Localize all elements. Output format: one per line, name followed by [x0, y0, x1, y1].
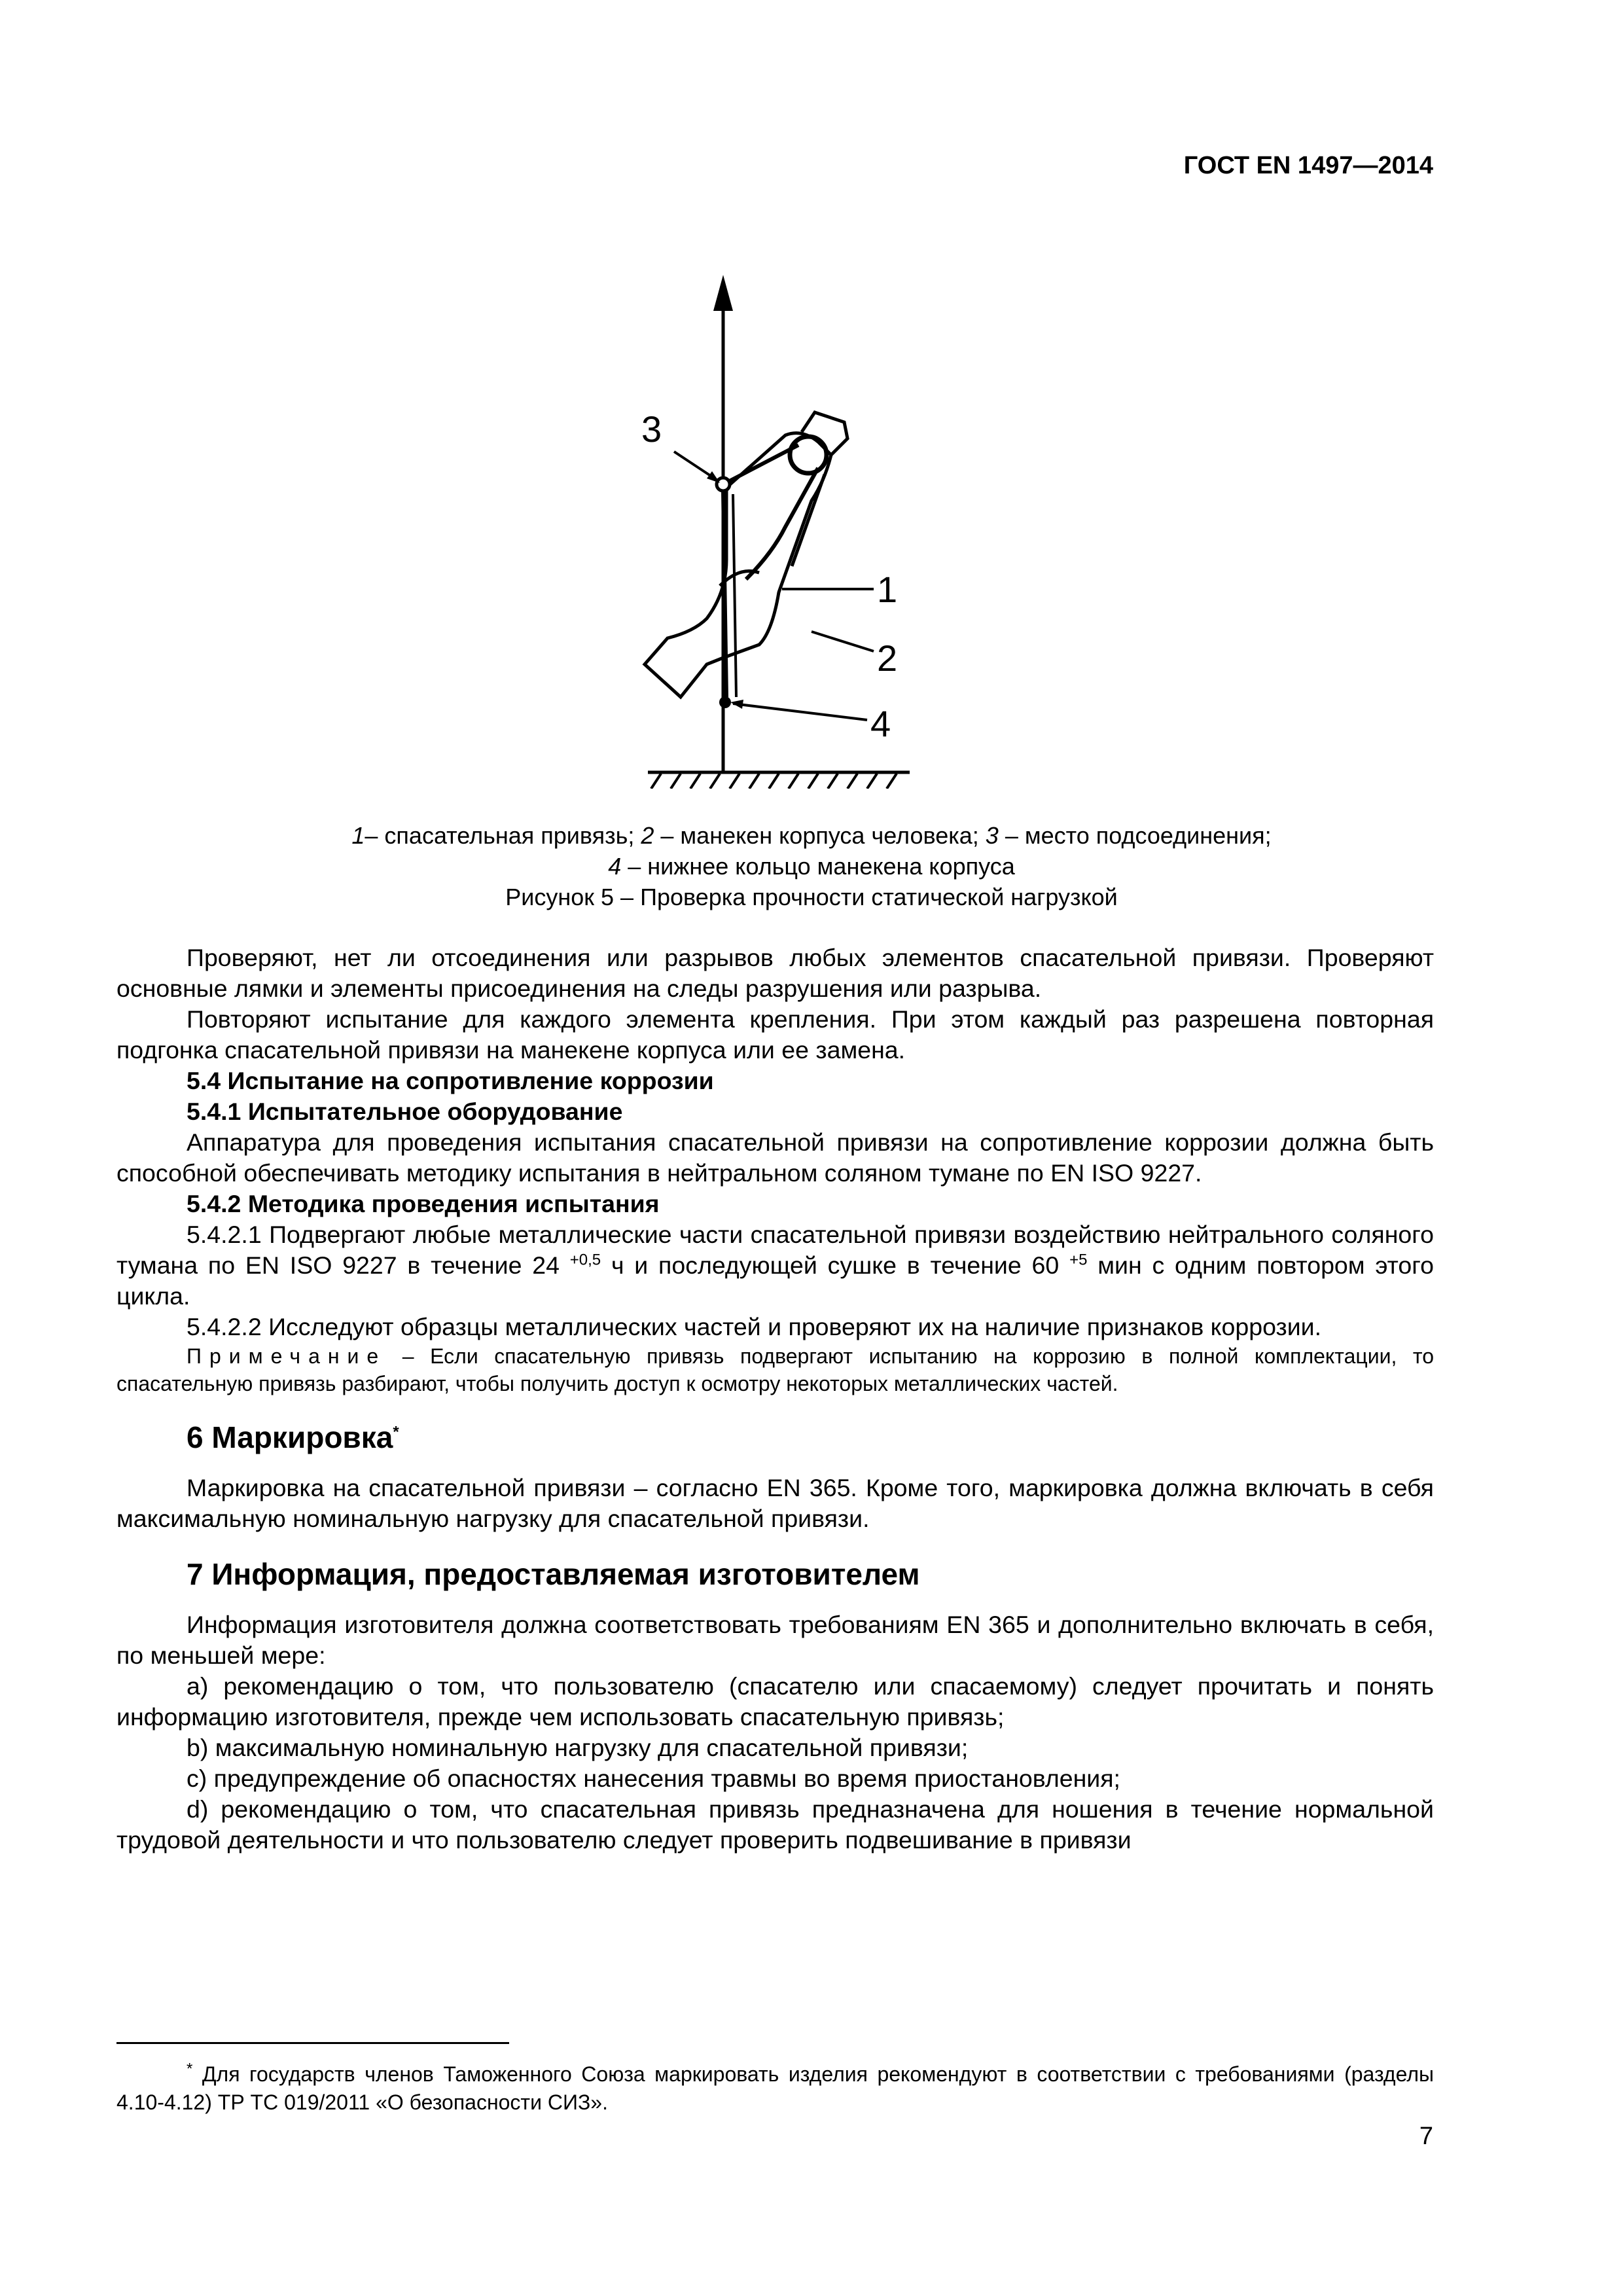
heading-5-4: 5.4 Испытание на сопротивление коррозии	[187, 1067, 714, 1094]
note-text: – Если спасательную привязь подвергают испытанию на коррозию в полной комплектации, то спасательную привязь разбирают, чтобы получить доступ к осмотру некоторых металлических частей.	[116, 1344, 1434, 1395]
legend-lines	[0, 820, 1623, 912]
page-number: 7	[1419, 2123, 1433, 2150]
list-item-a: a) рекомендацию о том, что пользователю (спасателю или спасаемому) следует прочитать и понять информацию изготовителя, прежде чем использовать спасательную привязь;	[116, 1672, 1434, 1731]
note	[116, 1342, 1434, 1397]
text-run: 5.4.2.1 Подвергают любые металлические части спасательной привязи воздействию нейтрального соляного тумана по EN ISO 9227 в течение 24	[116, 1221, 1434, 1279]
legend-line-1	[0, 820, 1623, 851]
list-item-b: b) максимальную номинальную нагрузку для спасательной привязи;	[187, 1734, 969, 1761]
paragraph: Проверяют, нет ли отсоединения или разрывов любых элементов спасательной привязи. Проверяют основные лямки и элементы присоединения на следы разрушения или разрыва.	[116, 944, 1434, 1002]
paragraph-5-4-2-1	[116, 1219, 1434, 1312]
legend-text-3: – место подсоединения;	[998, 822, 1272, 849]
harness-test-drawing	[628, 265, 969, 789]
figure-static-load-test	[628, 265, 969, 789]
main-text	[116, 942, 1434, 1856]
legend-key-2: 2	[641, 822, 654, 849]
legend-line-2	[0, 851, 1623, 882]
footnote	[116, 2060, 1434, 2117]
figure-label-1: 1	[877, 569, 898, 610]
figure-label-2: 2	[877, 637, 898, 679]
heading-5-4-2: 5.4.2 Методика проведения испытания	[187, 1190, 660, 1217]
section-6-heading	[116, 1422, 1434, 1453]
footnote-mark: *	[187, 2060, 193, 2078]
legend-key-4: 4	[608, 853, 622, 880]
heading-5-4-1: 5.4.1 Испытательное оборудование	[187, 1098, 623, 1125]
paragraph: Повторяют испытание для каждого элемента крепления. При этом каждый раз разрешена повторная подгонка спасательной привязи на манекене корпуса или ее замена.	[116, 1005, 1434, 1064]
figure-label-4: 4	[870, 703, 891, 744]
note-label: Примечание	[187, 1344, 387, 1368]
legend-text-1: – спасательная привязь;	[365, 822, 641, 849]
legend-key-3: 3	[985, 822, 999, 849]
list-item-c: c) предупреждение об опасностях нанесения травмы во время приостановления;	[187, 1765, 1120, 1792]
tolerance-sup: +0,5	[569, 1251, 601, 1269]
paragraph: Информация изготовителя должна соответствовать требованиям EN 365 и дополнительно включать в себя, по меньшей мере:	[116, 1611, 1434, 1669]
paragraph: Аппаратура для проведения испытания спасательной привязи на сопротивление коррозии должна быть способной обеспечивать методику испытания в нейтральном соляном тумане по EN ISO 9227.	[116, 1128, 1434, 1187]
legend-text-4: – нижнее кольцо манекена корпуса	[621, 853, 1015, 880]
paragraph-5-4-2-2: 5.4.2.2 Исследуют образцы металлических частей и проверяют их на наличие признаков коррозии.	[187, 1313, 1322, 1340]
document-header: ГОСТ EN 1497—2014	[1183, 152, 1433, 179]
section-6-title: 6 Маркировка	[187, 1420, 393, 1454]
legend-key-1: 1	[351, 822, 365, 849]
list-item-d: d) рекомендацию о том, что спасательная привязь предназначена для ношения в течение нормальной трудовой деятельности и что пользователю следует проверить подвешивание в привязи	[116, 1795, 1434, 1854]
legend-text-2: – манекен корпуса человека;	[654, 822, 986, 849]
text-run: ч и последующей сушке в течение 60	[601, 1251, 1070, 1279]
tolerance-sup: +5	[1069, 1251, 1088, 1269]
footnote-divider	[116, 2042, 509, 2044]
footnote-text	[116, 2060, 1434, 2117]
footnote-body: Для государств членов Таможенного Союза маркировать изделия рекомендуют в соответствии с требованиями (разделы 4.10-4.12) ТР ТС 019/2011 «О безопасности СИЗ».	[116, 2062, 1434, 2114]
figure-caption: Рисунок 5 – Проверка прочности статической нагрузкой	[505, 884, 1118, 910]
footnote-ref: *	[393, 1423, 399, 1441]
section-7-heading: 7 Информация, предоставляемая изготовителем	[187, 1557, 920, 1591]
text-run: мин с одним повтором этого цикла.	[116, 1251, 1434, 1310]
paragraph: Маркировка на спасательной привязи – согласно EN 365. Кроме того, маркировка должна включать в себя максимальную номинальную нагрузку для спасательной привязи.	[116, 1474, 1434, 1532]
figure-label-3: 3	[641, 408, 662, 450]
